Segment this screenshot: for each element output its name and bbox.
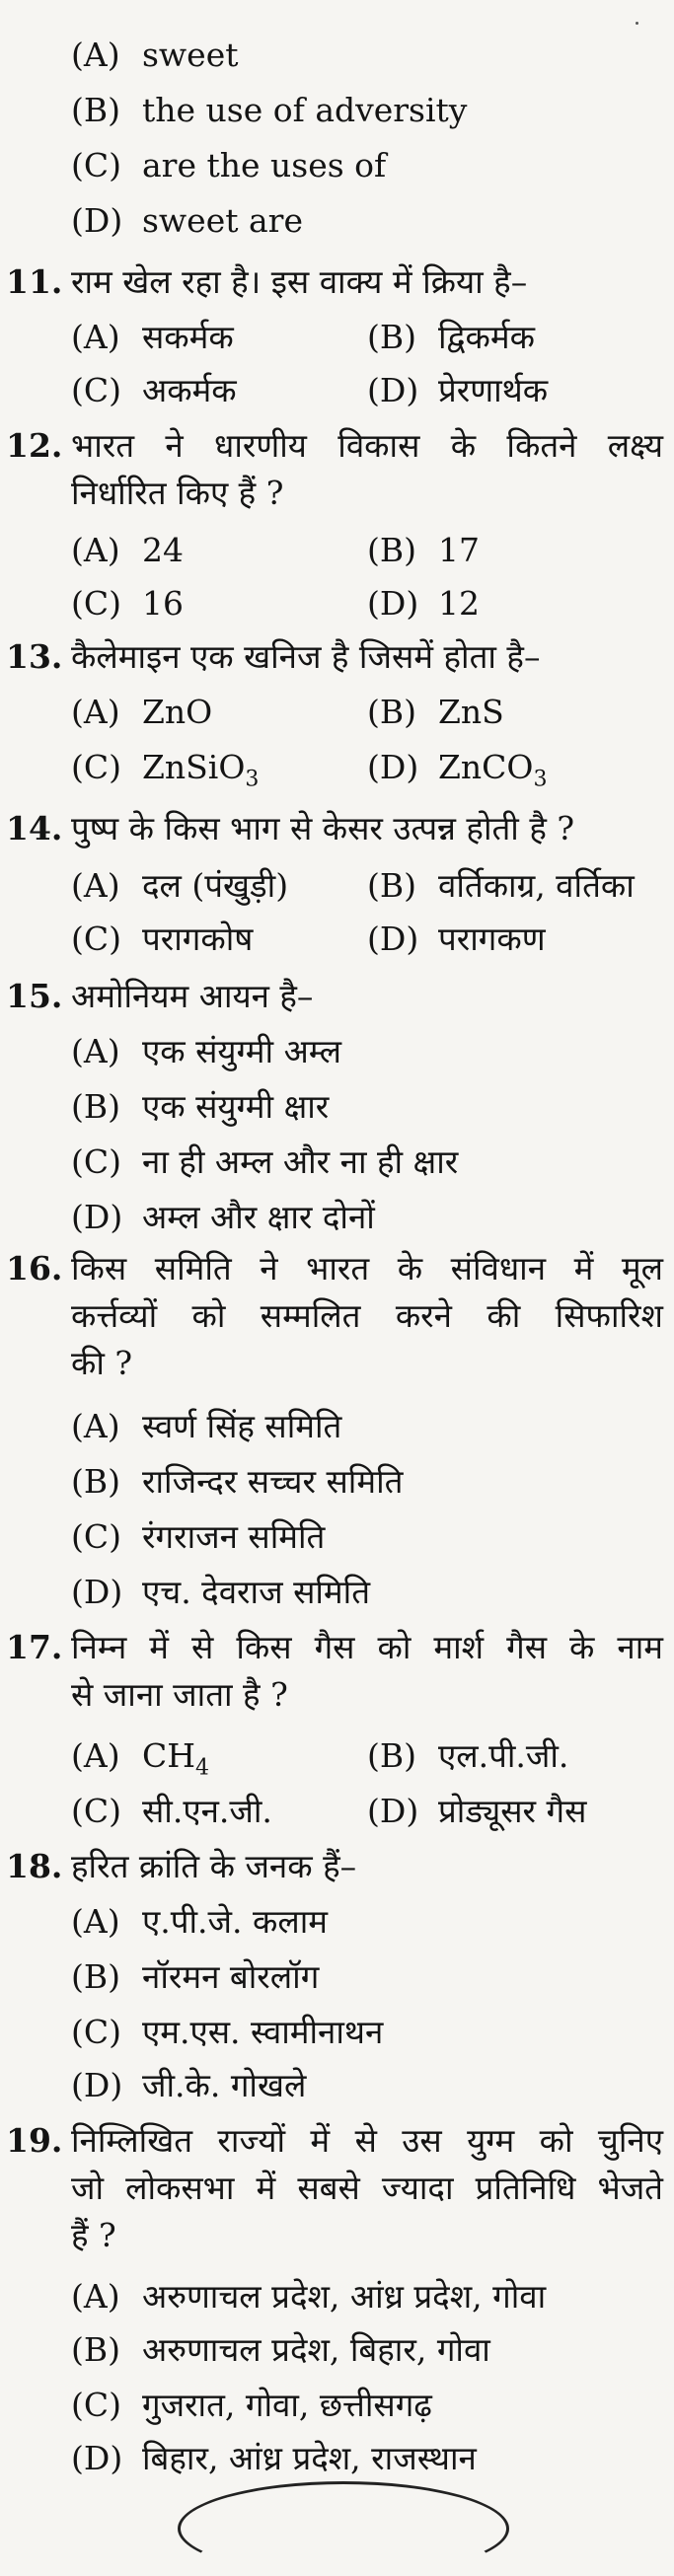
q16-option-a: (A) स्वर्ण सिंह समिति	[71, 1407, 342, 1445]
q14-option-d: (D) परागकण	[367, 920, 546, 958]
q18-option-b: (B) नॉरमन बोरलॉग	[71, 1957, 320, 1996]
page-number-arc	[178, 2481, 509, 2576]
q17-text: निम्न में से किस गैस को मार्श गैस के नाम से जाना जाता है ?	[71, 1628, 663, 1714]
q13-option-c: (C) ZnSiO$_3$	[71, 748, 260, 792]
q18-option-c: (C) एम.एस. स्वामीनाथन	[71, 2013, 384, 2051]
q15-option-d: (D) अम्ल और क्षार दोनों	[71, 1198, 375, 1236]
q17-option-d: (D) प्रोड्यूसर गैस	[367, 1792, 587, 1830]
q19-option-a: (A) अरुणाचल प्रदेश, आंध्र प्रदेश, गोवा	[71, 2277, 547, 2316]
q14-option-a: (A) दल (पंखुड़ी)	[71, 866, 289, 905]
q16-option-c: (C) रंगराजन समिति	[71, 1517, 326, 1556]
q10-option-d: (D) sweet are	[71, 201, 303, 240]
q18-option-a: (A) ए.पी.जे. कलाम	[71, 1902, 328, 1941]
q11-text: राम खेल रहा है। इस वाक्य में क्रिया है–	[71, 262, 528, 301]
q15-option-c: (C) ना ही अम्ल और ना ही क्षार	[71, 1142, 459, 1181]
q12-text: भारत ने धारणीय विकास के कितने लक्ष्य निर्धारित किए हैं ?	[71, 426, 663, 512]
q15-option-a: (A) एक संयुग्मी अम्ल	[71, 1032, 342, 1070]
q19-option-d: (D) बिहार, आंध्र प्रदेश, राजस्थान	[71, 2439, 477, 2477]
q19-option-b: (B) अरुणाचल प्रदेश, बिहार, गोवा	[71, 2330, 490, 2369]
q16-number: 16.	[6, 1249, 63, 1288]
q12-option-b: (B) 17	[367, 531, 480, 569]
q18-option-d: (D) जी.के. गोखले	[71, 2066, 307, 2104]
q12-number: 12.	[6, 426, 63, 465]
q11-option-b: (B) द्विकर्मक	[367, 318, 535, 356]
q13-option-d: (D) ZnCO$_3$	[367, 748, 548, 792]
q13-text: कैलेमाइन एक खनिज है जिसमें होता है–	[71, 637, 541, 676]
q16-option-b: (B) राजिन्दर सच्चर समिति	[71, 1462, 404, 1501]
q14-option-b: (B) वर्तिकाग्र, वर्तिका	[367, 866, 635, 905]
q18-text: हरित क्रांति के जनक हैं–	[71, 1847, 357, 1885]
q11-number: 11.	[6, 262, 63, 301]
q18-number: 18.	[6, 1847, 63, 1885]
q19-number: 19.	[6, 2121, 63, 2160]
q14-number: 14.	[6, 809, 63, 847]
q12-option-d: (D) 12	[367, 584, 480, 623]
q11-option-a: (A) सकर्मक	[71, 318, 234, 356]
q12-option-c: (C) 16	[71, 584, 184, 623]
speck-mark	[636, 22, 638, 25]
q13-option-a: (A) ZnO	[71, 693, 213, 731]
q19-option-c: (C) गुजरात, गोवा, छत्तीसगढ़	[71, 2386, 432, 2424]
q11-option-c: (C) अकर्मक	[71, 371, 237, 409]
q10-option-a: (A) sweet	[71, 36, 239, 74]
q11-option-d: (D) प्रेरणार्थक	[367, 371, 549, 409]
q13-number: 13.	[6, 637, 63, 676]
q19-text: निम्लिखित राज्यों में से उस युग्म को चुनिए जो लोकसभा में सबसे ज्यादा प्रतिनिधि भेजते हैं ?	[71, 2121, 663, 2254]
q16-option-d: (D) एच. देवराज समिति	[71, 1573, 371, 1611]
q10-option-b: (B) the use of adversity	[71, 91, 468, 129]
q15-number: 15.	[6, 977, 63, 1015]
q16-text: किस समिति ने भारत के संविधान में मूल कर्त्तव्यों को सम्मलित करने की सिफारिश की ?	[71, 1249, 663, 1382]
q10-option-c: (C) are the uses of	[71, 146, 387, 184]
q14-option-c: (C) परागकोष	[71, 920, 254, 958]
q17-option-c: (C) सी.एन.जी.	[71, 1792, 272, 1830]
q15-text: अमोनियम आयन है–	[71, 977, 314, 1015]
q14-text: पुष्प के किस भाग से केसर उत्पन्न होती है ?	[71, 809, 575, 847]
q17-option-b: (B) एल.पी.जी.	[367, 1736, 569, 1775]
q15-option-b: (B) एक संयुग्मी क्षार	[71, 1087, 330, 1126]
q13-option-b: (B) ZnS	[367, 693, 504, 731]
q12-option-a: (A) 24	[71, 531, 184, 569]
q17-option-a: (A) $CH_4$	[71, 1736, 210, 1781]
q17-number: 17.	[6, 1628, 63, 1666]
